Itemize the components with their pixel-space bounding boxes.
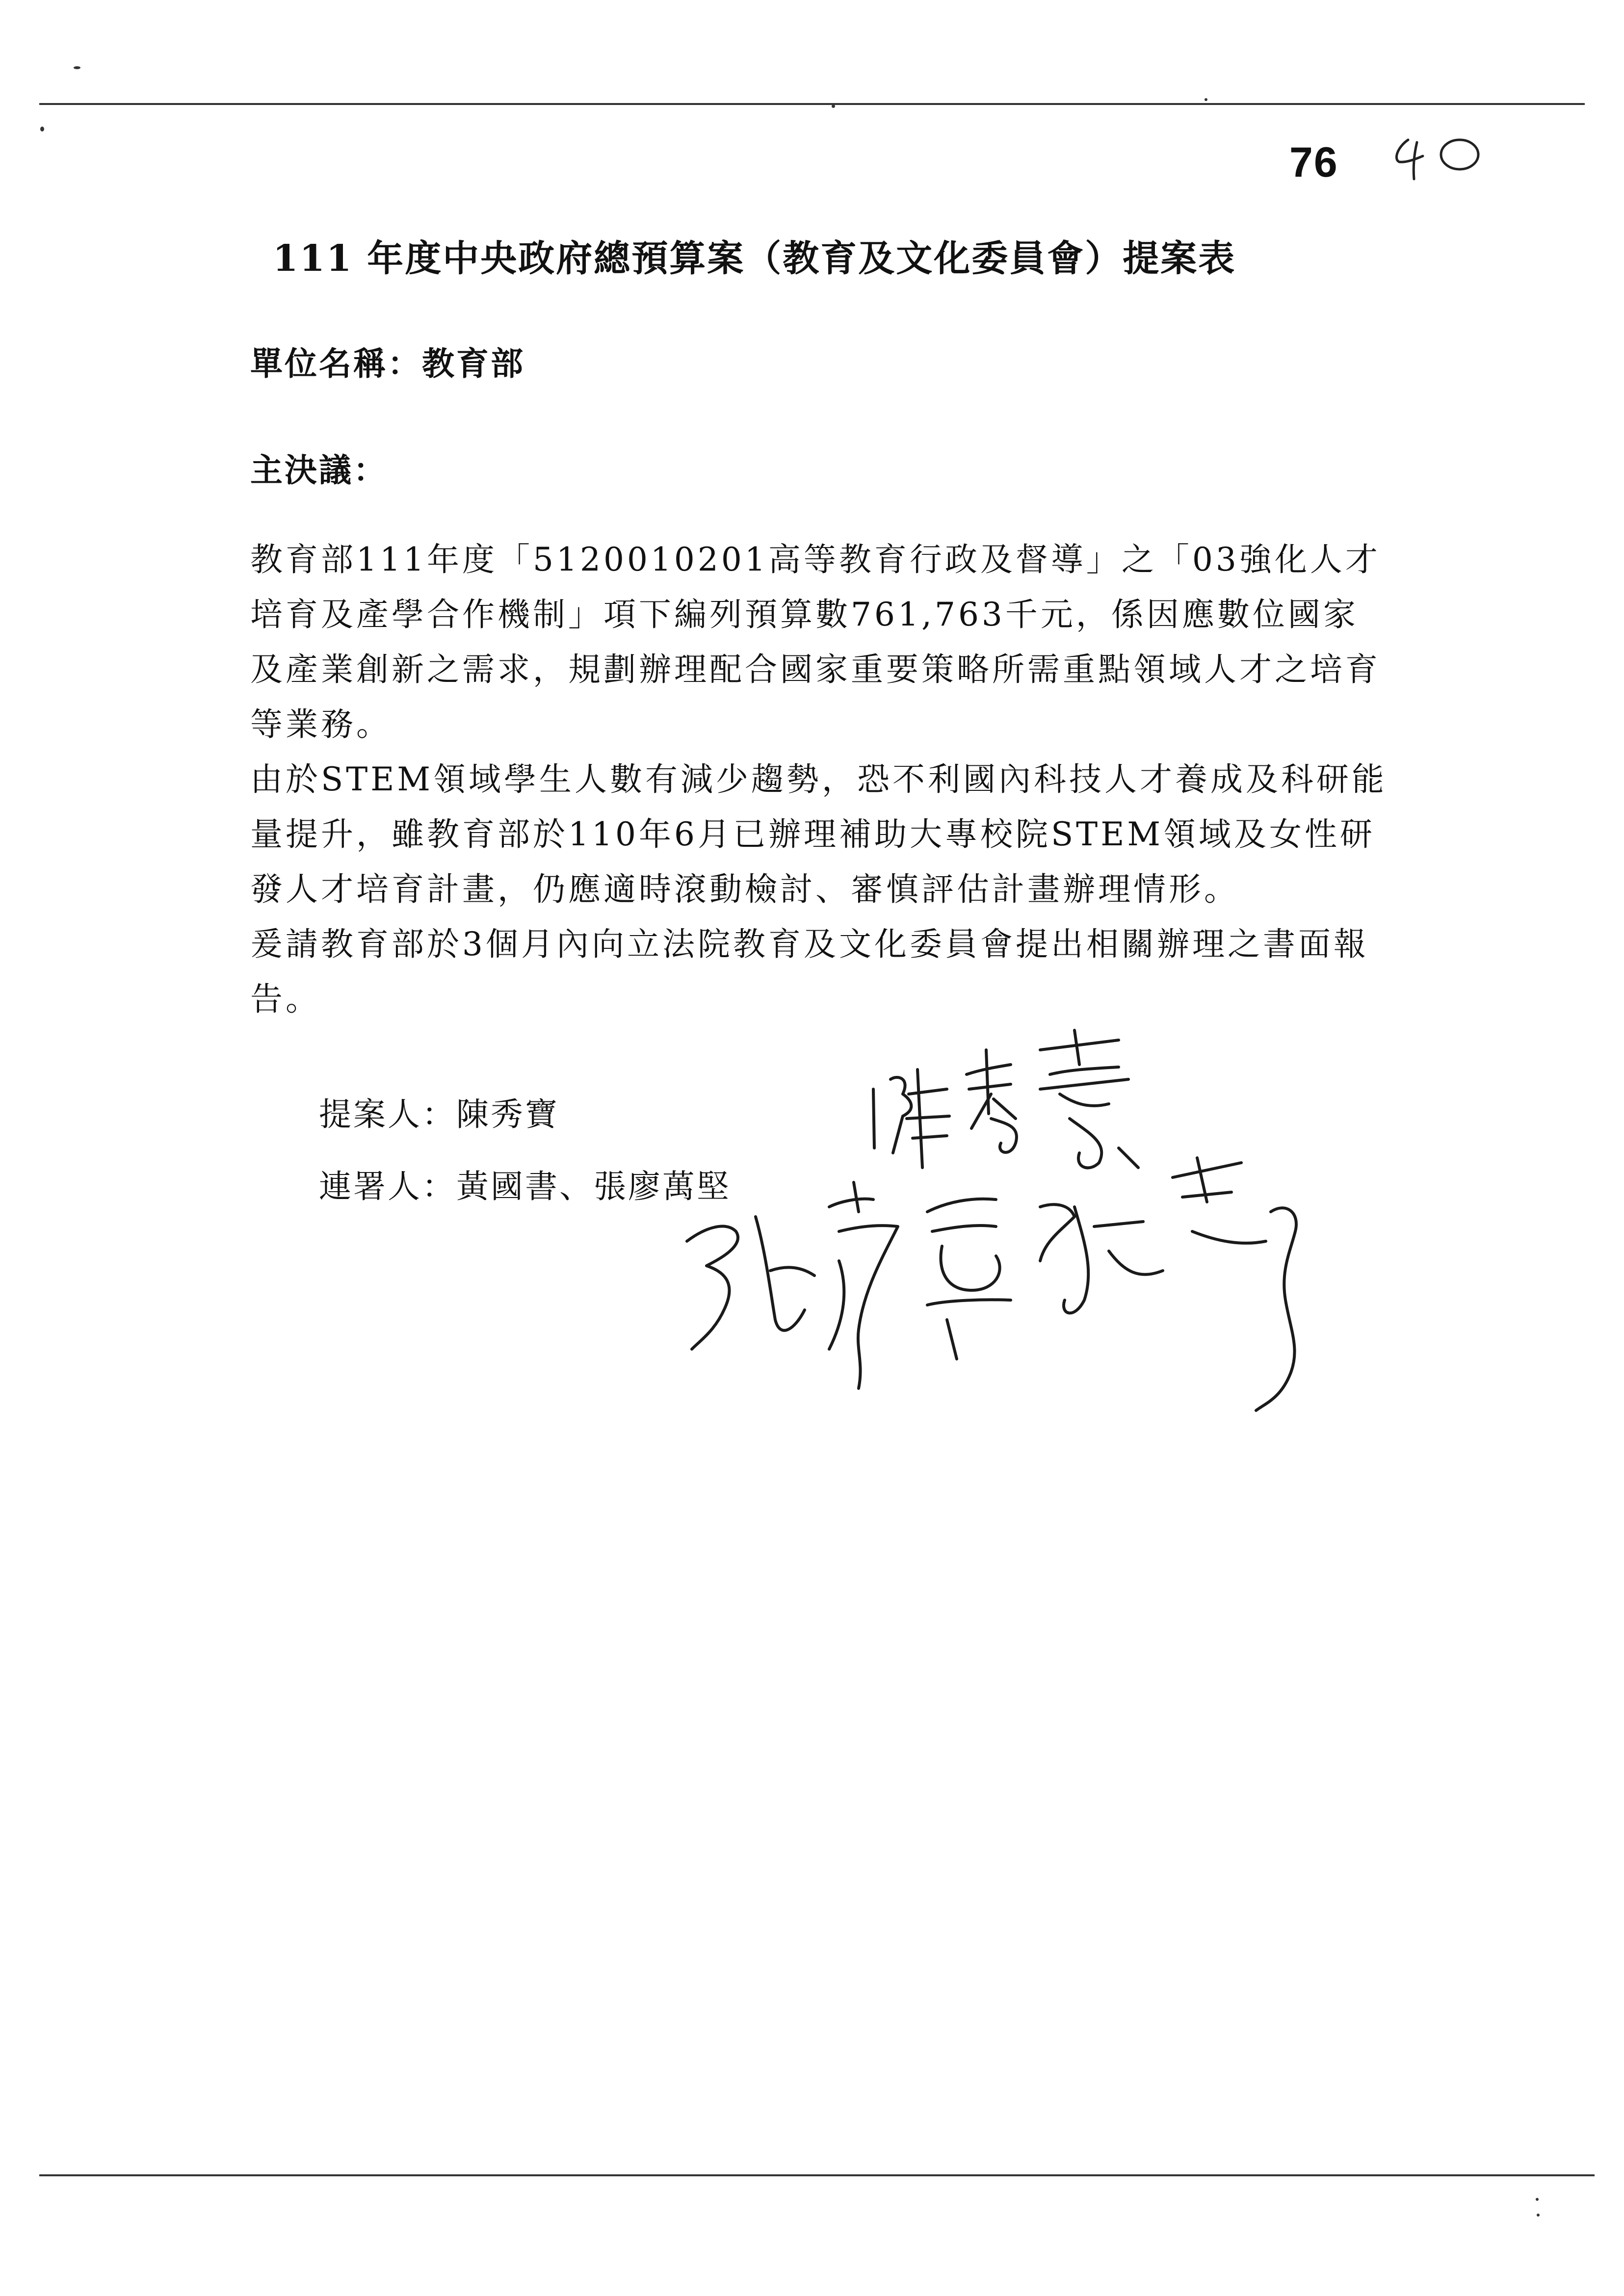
resolution-label: 主決議：: [250, 451, 388, 489]
unit-label: 單位名稱：: [250, 344, 422, 383]
scan-speck: [1205, 98, 1207, 101]
bottom-rule: [39, 2174, 1595, 2176]
top-rule: [39, 103, 1585, 105]
resolution-paragraph: 由於STEM領域學生人數有減少趨勢，恐不利國內科技人才養成及科研能量提升，雖教育部於110年6月已辦理補助大專校院STEM領域及女性研發人才培育計畫，仍應適時滾動檢討、審慎評估計畫辦理情形。: [250, 760, 1387, 908]
unit-value: 教育部: [422, 344, 525, 383]
resolution-paragraph: 爰請教育部於3個月內向立法院教育及文化委員會提出相關辦理之書面報告。: [250, 925, 1369, 1018]
proposer-name: 陳秀寶: [456, 1096, 559, 1133]
handwritten-page-number: [1388, 132, 1496, 186]
proposer-line: [319, 1088, 559, 1135]
scan-speck: [40, 127, 44, 131]
unit-line: [250, 338, 525, 384]
resolution-body: [250, 532, 1388, 1027]
resolution-paragraph: 教育部111年度「5120010201高等教育行政及督導」之「03強化人才培育及產學合作機制」項下編列預算數761,763千元，係因應數位國家及產業創新之需求，規劃辦理配合國家重要策略所需重點領域人才之培育等業務。: [250, 541, 1381, 743]
cosigner-label: 連署人：: [319, 1168, 456, 1205]
proposer-label: 提案人：: [319, 1096, 456, 1133]
document-title: 111 年度中央政府總預算案（教育及文化委員會）提案表: [273, 237, 1236, 280]
cosigner-names: 黃國書、張廖萬堅: [456, 1168, 731, 1205]
scan-speck: [1537, 2214, 1540, 2217]
page-number: 76: [1289, 139, 1338, 186]
cosigners-signature: [653, 1143, 1388, 1418]
scan-speck: [832, 104, 835, 108]
scan-speck: [74, 66, 80, 69]
scan-speck: [1536, 2198, 1539, 2201]
